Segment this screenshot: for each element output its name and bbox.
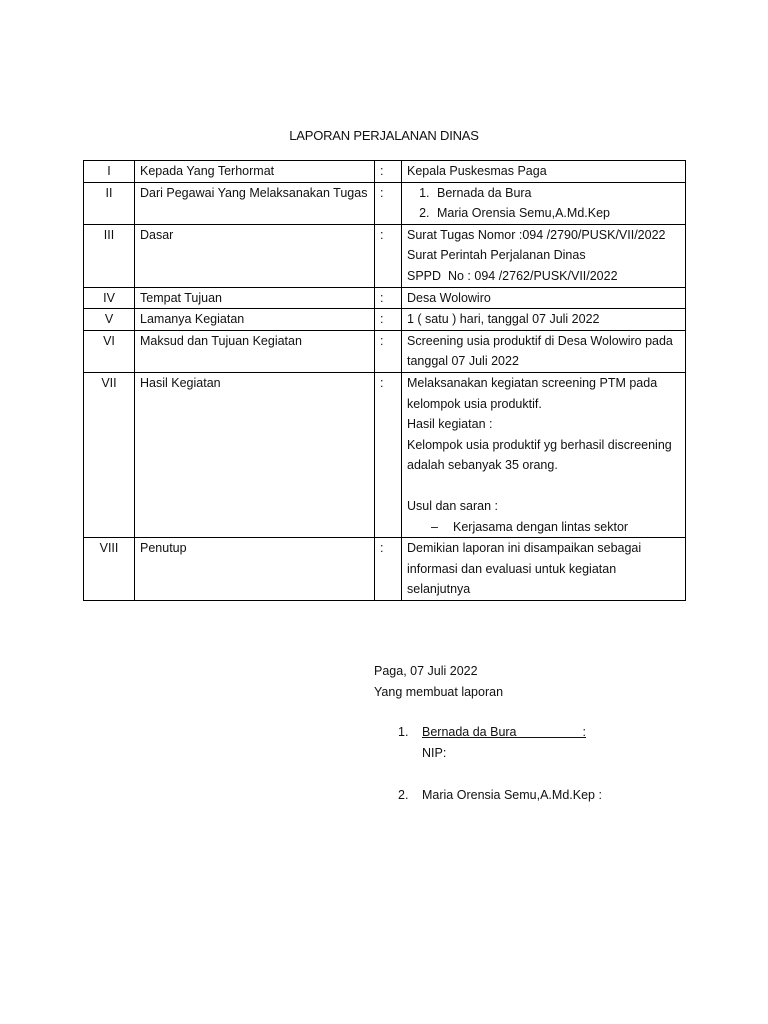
table-row (84, 182, 686, 224)
row-colon: : (375, 309, 402, 331)
row-value: Screening usia produktif di Desa Wolowiro pada tanggal 07 Juli 2022 (402, 330, 686, 372)
row-value (402, 372, 686, 537)
report-maker-label: Yang membuat laporan (374, 685, 504, 699)
signer-name: Bernada da Bura : (422, 725, 586, 739)
report-table (83, 160, 686, 601)
signer-nip: NIP: (422, 746, 447, 760)
row-value: Demikian laporan ini disampaikan sebagai informasi dan evaluasi untuk kegiatan selanjutnya (402, 538, 686, 601)
row-colon: : (375, 182, 402, 224)
basis-line: Surat Perintah Perjalanan Dinas (407, 248, 586, 263)
row-value: Kepala Puskesmas Paga (402, 161, 686, 183)
row-value (402, 224, 686, 287)
row-number: VII (84, 372, 135, 537)
row-label: Penutup (135, 538, 375, 601)
basis-line: SPPD No : 094 /2762/PUSK/VII/2022 (407, 268, 618, 283)
row-number: III (84, 224, 135, 287)
result-text: Kelompok usia produktif yg berhasil discreening adalah sebanyak 35 orang. (407, 437, 672, 473)
signature-header (374, 661, 503, 703)
employee-list (407, 183, 680, 224)
row-colon: : (375, 372, 402, 537)
report-title: LAPORAN PERJALANAN DINAS (289, 128, 479, 143)
row-colon: : (375, 287, 402, 309)
row-label: Maksud dan Tujuan Kegiatan (135, 330, 375, 372)
suggestion-heading: Usul dan saran : (407, 498, 499, 513)
row-colon: : (375, 161, 402, 183)
signer-list (398, 722, 602, 806)
table-row (84, 287, 686, 309)
row-number: II (84, 182, 135, 224)
result-text: Melaksanakan kegiatan screening PTM pada kelompok usia produktif. (407, 375, 658, 411)
signer-item (398, 785, 602, 806)
row-value (402, 182, 686, 224)
table-row (84, 372, 686, 537)
row-label: Hasil Kegiatan (135, 372, 375, 537)
suggestion-item: – Kerjasama dengan lintas sektor (431, 517, 680, 538)
row-number: VI (84, 330, 135, 372)
row-label: Lamanya Kegiatan (135, 309, 375, 331)
signer-name: Maria Orensia Semu,A.Md.Kep : (422, 788, 602, 802)
row-colon: : (375, 538, 402, 601)
table-row (84, 330, 686, 372)
spacer (398, 764, 602, 785)
suggestion-list (407, 517, 680, 538)
place-date: Paga, 07 Juli 2022 (374, 664, 478, 678)
row-colon: : (375, 224, 402, 287)
table-row (84, 309, 686, 331)
table-row (84, 161, 686, 183)
row-value: 1 ( satu ) hari, tanggal 07 Juli 2022 (402, 309, 686, 331)
row-value: Desa Wolowiro (402, 287, 686, 309)
row-label: Tempat Tujuan (135, 287, 375, 309)
row-label: Dasar (135, 224, 375, 287)
row-number: VIII (84, 538, 135, 601)
row-number: V (84, 309, 135, 331)
row-number: I (84, 161, 135, 183)
table-row (84, 224, 686, 287)
basis-line: Surat Tugas Nomor :094 /2790/PUSK/VII/2022 (407, 227, 666, 242)
signer-item (398, 722, 602, 764)
result-heading: Hasil kegiatan : (407, 417, 493, 432)
spacer (407, 476, 680, 496)
table-row (84, 538, 686, 601)
signer-number: 2. (398, 788, 409, 802)
row-label: Kepada Yang Terhormat (135, 161, 375, 183)
employee-name: 2. Maria Orensia Semu,A.Md.Kep (433, 203, 680, 224)
row-label: Dari Pegawai Yang Melaksanakan Tugas (135, 182, 375, 224)
signer-number: 1. (398, 725, 409, 739)
row-colon: : (375, 330, 402, 372)
row-number: IV (84, 287, 135, 309)
employee-name: 1. Bernada da Bura (433, 183, 680, 204)
